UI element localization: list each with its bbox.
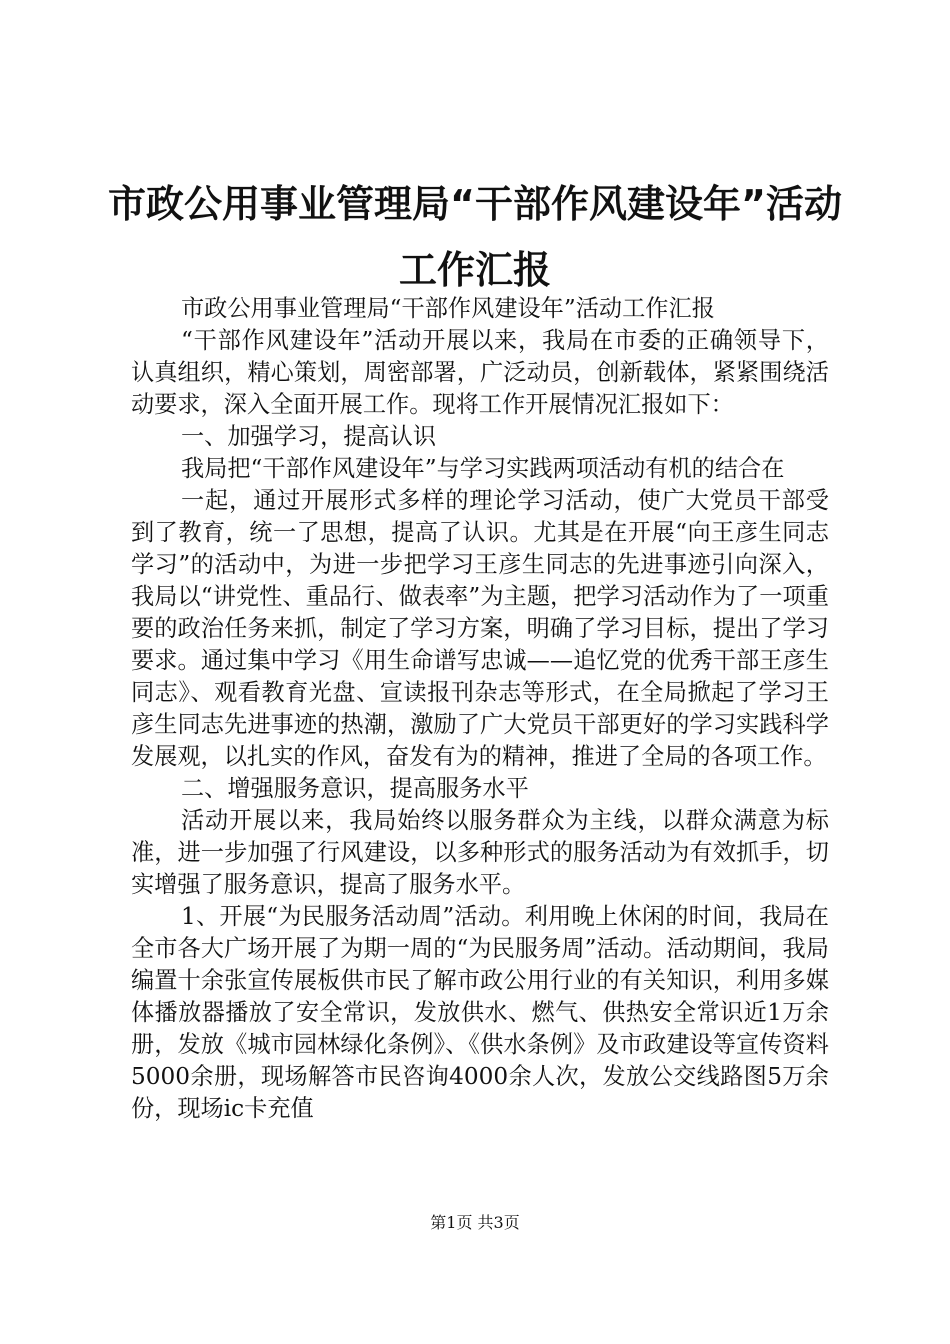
body-paragraph: 我局把“干部作风建设年”与学习实践两项活动有机的结合在 <box>181 455 785 482</box>
body-paragraph: 一起，通过开展形式多样的理论学习活动，使广大党员干部受到了教育，统一了思想，提高了认识。尤其是在开展“向王彦生同志学习”的活动中，为进一步把学习王彦生同志的先进事迹引向深入，我局以“讲党性、重品行、做表率”为主题，把学习活动作为了一项重要的政治任务来抓，制定了学习方案，明确了学习目标，提出了学习要求。通过集中学习《用生命谱写忠诚——追忆党的优秀干部王彦生同志》、观看教育光盘、宣读报刊杂志等形式，在全局掀起了学习王彦生同志先进事迹的热潮，激励了广大党员干部更好的学习实践科学发展观，以扎实的作风，奋发有为的精神，推进了全局的各项工作。 <box>131 487 829 770</box>
section-heading-1: 一、加强学习，提高认识 <box>181 423 437 450</box>
document-title-line-1: 市政公用事业管理局“干部作风建设年”活动 <box>108 182 842 226</box>
body-paragraph: 活动开展以来，我局始终以服务群众为主线，以群众满意为标准，进一步加强了行风建设，以多种形式的服务活动为有效抓手，切实增强了服务意识，提高了服务水平。 <box>131 807 829 898</box>
body-paragraph: 1、开展“为民服务活动周”活动。利用晚上休闲的时间，我局在全市各大广场开展了为期一周的“为民服务周”活动。活动期间，我局编置十余张宣传展板供市民了解市政公用行业的有关知识，利用多媒体播放器播放了安全常识，发放供水、燃气、供热安全常识近1万余册，发放《城市园林绿化条例》、《供水条例》及市政建设等宣传资料5000余册，现场解答市民咨询4000余人次，发放公交线路图5万余份，现场ic卡充值 <box>131 903 829 1122</box>
document-body <box>131 293 829 1125</box>
section-heading-2: 二、增强服务意识，提高服务水平 <box>181 775 529 802</box>
intro-paragraph: “干部作风建设年”活动开展以来，我局在市委的正确领导下，认真组织，精心策划，周密部署，广泛动员，创新载体，紧紧围绕活动要求，深入全面开展工作。现将工作开展情况汇报如下： <box>131 327 829 418</box>
page-footer: 第1页 共3页 <box>430 1213 520 1232</box>
subtitle-paragraph: 市政公用事业管理局“干部作风建设年”活动工作汇报 <box>181 295 715 322</box>
document-title-line-2: 工作汇报 <box>398 248 551 292</box>
